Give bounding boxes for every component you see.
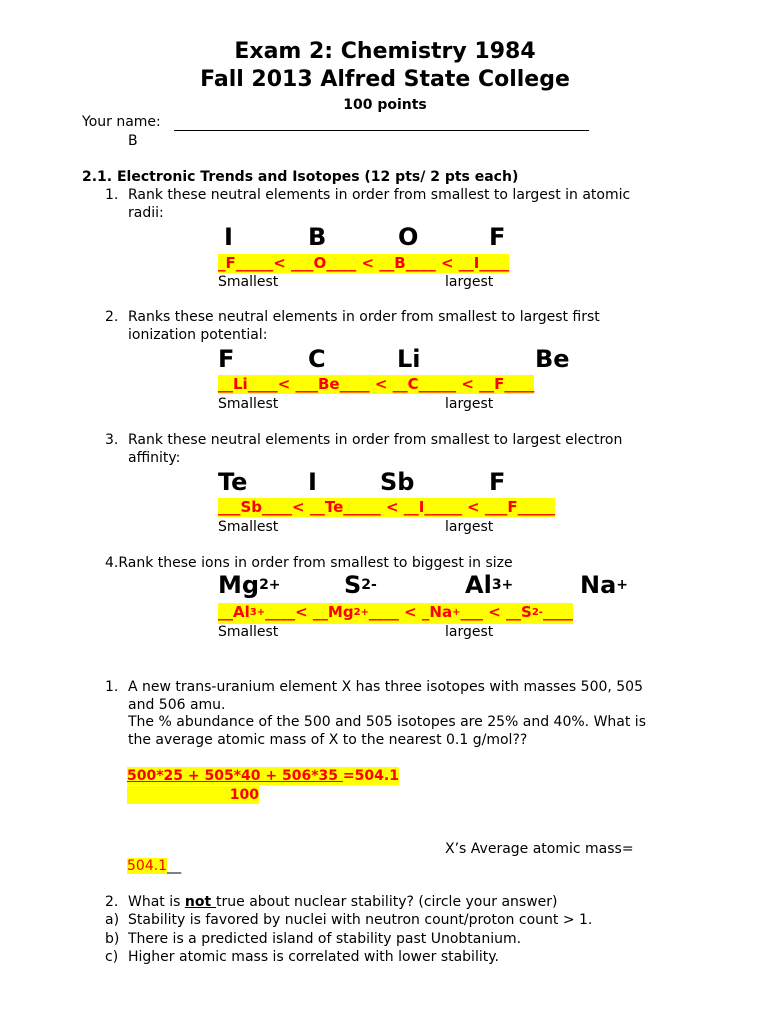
- q2-text: Ranks these neutral elements in order from smallest to largest first: [128, 309, 600, 325]
- q2-element: C: [308, 345, 326, 373]
- q4-answer: $\_\_Al^{3+}\_\_\_\_<$ $\_\_Mg^{2+}\_\_\_\_$ < _Na+___ < $\_\_S^{2-}\_\_\_\_$: [218, 603, 573, 624]
- q4-ion: $S^{2-}$: [344, 571, 377, 599]
- q2-smallest-label: Smallest: [218, 396, 279, 412]
- q5-text-cont: the average atomic mass of X to the nearest 0.1 g/mol??: [128, 732, 528, 748]
- q2-element: Be: [535, 345, 570, 373]
- q4-ion: $Mg^{2+}$: [218, 571, 281, 599]
- q3-element: F: [489, 468, 506, 496]
- exam-title: Exam 2: Chemistry 1984: [234, 39, 536, 64]
- exam-subtitle: Fall 2013 Alfred State College: [200, 67, 570, 92]
- q3-element: Te: [218, 468, 248, 496]
- q1-number: 1.: [105, 187, 119, 203]
- q5-text: A new trans-uranium element X has three isotopes with masses 500, 505: [128, 679, 643, 695]
- q1-smallest-label: Smallest: [218, 274, 279, 290]
- q3-text: Rank these neutral elements in order from smallest to largest electron: [128, 432, 623, 448]
- q5-number: 1.: [105, 679, 119, 695]
- q2-largest-label: largest: [445, 396, 494, 412]
- q3-element: I: [308, 468, 317, 496]
- q3-element: Sb: [380, 468, 415, 496]
- q2-answer: __Li____< ___Be____ < __C_____ < __F____: [218, 375, 535, 393]
- q6-option[interactable]: Stability is favored by nuclei with neutron count/proton count > 1.: [128, 912, 593, 928]
- q5-text-cont: The % abundance of the 500 and 505 isotopes are 25% and 40%. What is: [128, 714, 646, 730]
- q6-option-letter: b): [105, 931, 120, 947]
- q1-text-cont: radii:: [128, 205, 164, 221]
- name-value: B: [128, 133, 138, 149]
- total-points: 100 points: [343, 97, 427, 113]
- q6-text: What is not true about nuclear stability? (circle your answer): [128, 894, 558, 910]
- q3-largest-label: largest: [445, 519, 494, 535]
- q6-option-letter: a): [105, 912, 120, 928]
- q2-number: 2.: [105, 309, 119, 325]
- q3-text-cont: affinity:: [128, 450, 181, 466]
- section-heading: 2.1. Electronic Trends and Isotopes (12 pts/ 2 pts each): [82, 169, 519, 185]
- q1-element: B: [308, 223, 327, 251]
- q4-ion: $Al^{3+}$: [465, 571, 514, 599]
- q4-smallest-label: Smallest: [218, 624, 279, 640]
- q3-number: 3.: [105, 432, 119, 448]
- q6-number: 2.: [105, 894, 119, 910]
- q1-largest-label: largest: [445, 274, 494, 290]
- q1-element: O: [398, 223, 419, 251]
- q1-answer: _F_____< ___O____ < __B____ < __I____: [218, 254, 510, 272]
- q5-calc-denominator: 100: [127, 786, 259, 804]
- q6-option-letter: c): [105, 949, 119, 965]
- q1-element: F: [489, 223, 506, 251]
- q5-result: 504.1__: [127, 858, 182, 874]
- q5-text-cont: and 506 amu.: [128, 697, 226, 713]
- q3-smallest-label: Smallest: [218, 519, 279, 535]
- q1-element: I: [224, 223, 233, 251]
- q4-largest-label: largest: [445, 624, 494, 640]
- name-field-line[interactable]: [174, 130, 589, 131]
- q2-element: F: [218, 345, 235, 373]
- q2-element: Li: [397, 345, 421, 373]
- q6-option[interactable]: Higher atomic mass is correlated with lower stability.: [128, 949, 499, 965]
- q1-text: Rank these neutral elements in order from smallest to largest in atomic: [128, 187, 631, 203]
- q6-option[interactable]: There is a predicted island of stability past Unobtanium.: [128, 931, 522, 947]
- q2-text-cont: ionization potential:: [128, 327, 268, 343]
- name-label: Your name:: [82, 114, 161, 130]
- q3-answer: ___Sb____< __Te_____ < __I_____ < ___F_____: [218, 498, 556, 516]
- q4-text: 4.Rank these ions in order from smallest to biggest in size: [105, 555, 513, 571]
- q4-ion: Na+: [580, 571, 629, 599]
- q5-calculation: 500*25 + 505*40 + 506*35 =504.1: [127, 768, 399, 784]
- q5-result-label: X’s Average atomic mass=: [445, 841, 634, 857]
